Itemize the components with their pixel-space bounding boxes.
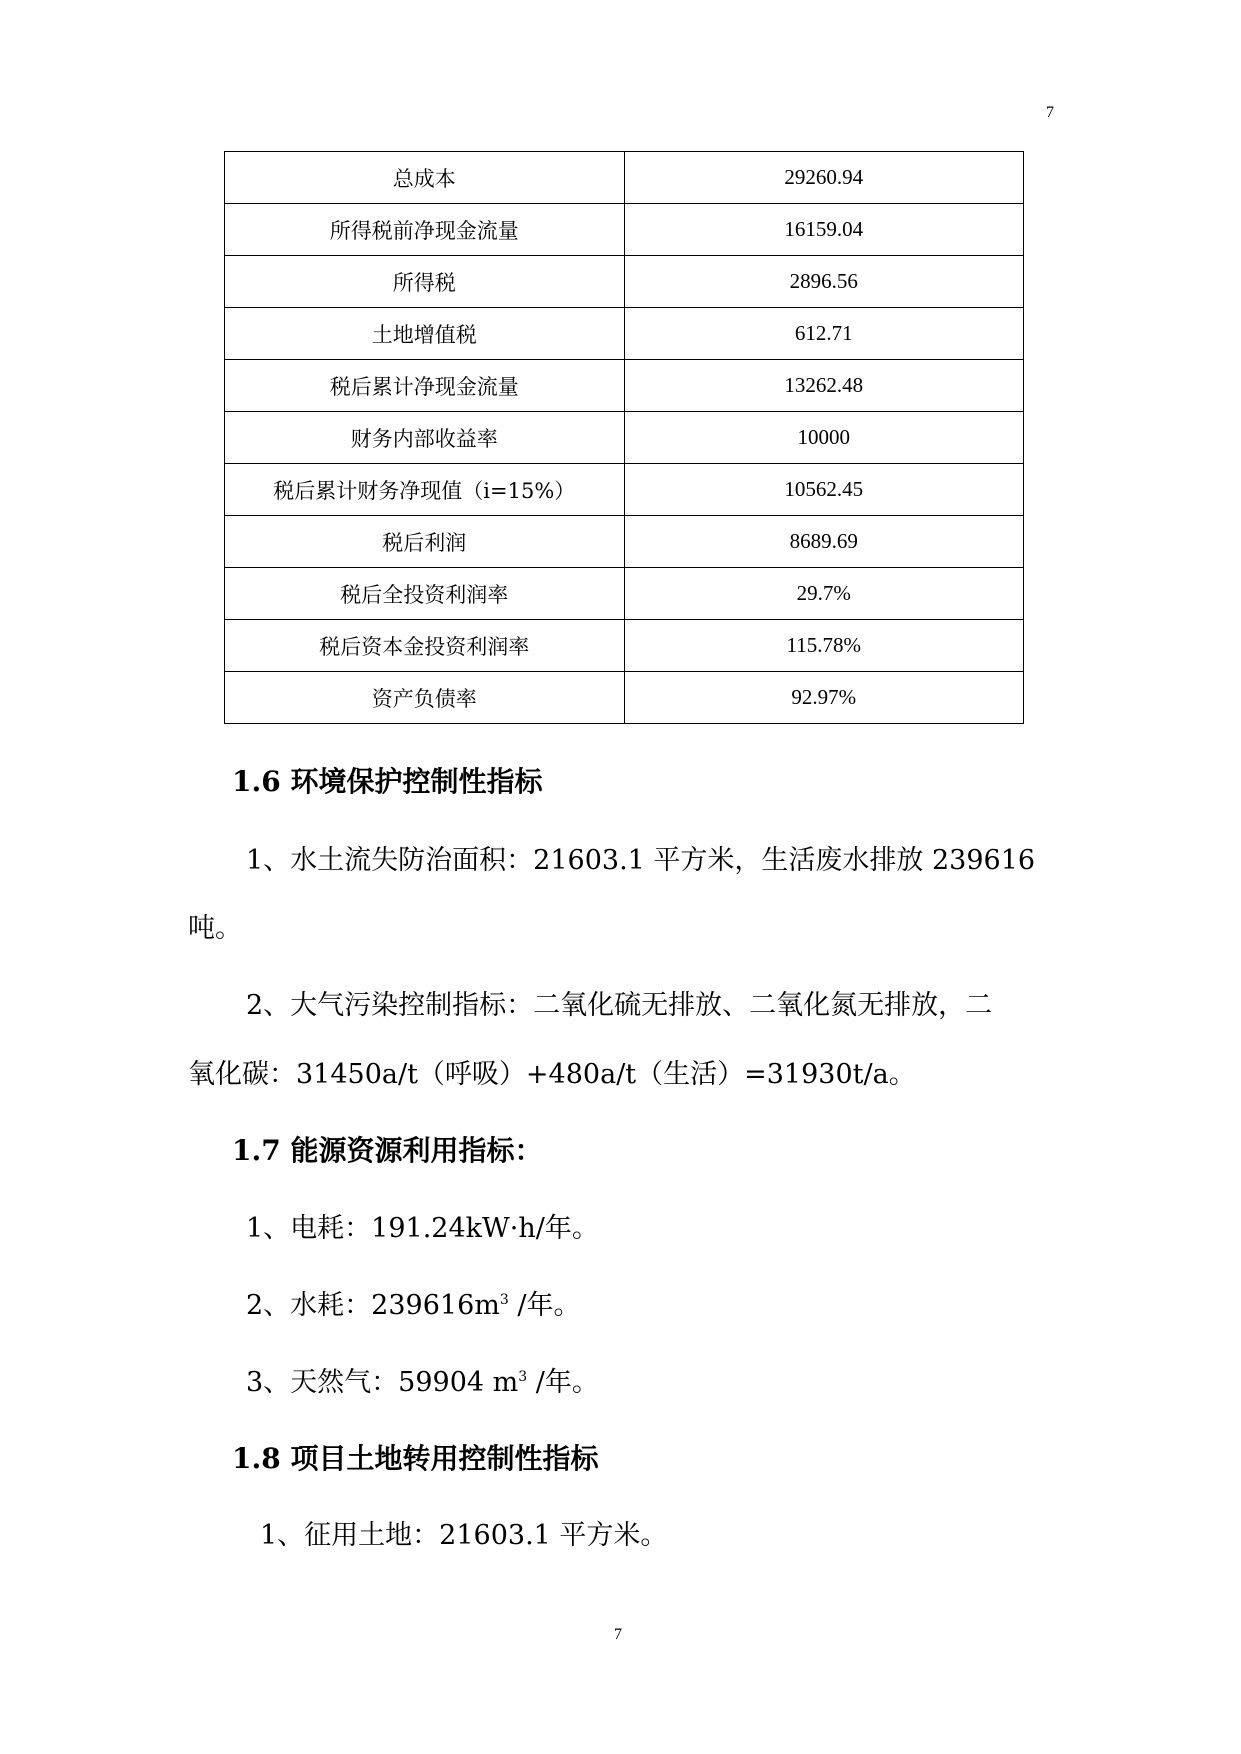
table-row xyxy=(225,308,1024,360)
item3-superscript: 3 xyxy=(518,1369,528,1385)
section-1-7-item2 xyxy=(246,1283,580,1322)
table-cell-value: 13262.48 xyxy=(624,360,1023,412)
item2-superscript: 3 xyxy=(499,1292,509,1308)
table-row xyxy=(225,568,1024,620)
section-1-6-heading: 1.6 环境保护控制性指标 xyxy=(232,765,543,798)
table-row xyxy=(225,204,1024,256)
section-1-6-item2-line2: 氧化碳：31450a/t（呼吸）+480a/t（生活）=31930t/a。 xyxy=(188,1059,916,1090)
table-cell-label: 财务内部收益率 xyxy=(225,412,625,464)
table-cell-label: 税后累计财务净现值（i=15%） xyxy=(225,464,625,516)
table-row xyxy=(225,360,1024,412)
item3-text: 3、天然气：59904 m xyxy=(246,1367,519,1398)
table-row xyxy=(225,672,1024,724)
table-cell-label: 土地增值税 xyxy=(225,308,625,360)
table-cell-label: 税后资本金投资利润率 xyxy=(225,620,625,672)
table-cell-label: 税后全投资利润率 xyxy=(225,568,625,620)
financial-indicators-table xyxy=(224,151,1024,724)
section-1-7-item3 xyxy=(246,1360,599,1399)
table-cell-label: 总成本 xyxy=(225,152,625,204)
section-1-7-heading: 1.7 能源资源利用指标： xyxy=(232,1134,543,1167)
table-cell-value: 16159.04 xyxy=(624,204,1023,256)
table-row xyxy=(225,256,1024,308)
table-cell-value: 10000 xyxy=(624,412,1023,464)
table-cell-value: 29260.94 xyxy=(624,152,1023,204)
item3-unit: /年。 xyxy=(527,1367,599,1398)
section-1-8-heading: 1.8 项目土地转用控制性指标 xyxy=(232,1442,599,1475)
section-1-8-item1: 1、征用土地：21603.1 平方米。 xyxy=(260,1520,668,1551)
table-cell-label: 所得税前净现金流量 xyxy=(225,204,625,256)
table-cell-label: 税后累计净现金流量 xyxy=(225,360,625,412)
table-cell-value: 2896.56 xyxy=(624,256,1023,308)
item2-unit: /年。 xyxy=(508,1290,581,1321)
item2-text: 2、水耗：239616m xyxy=(246,1290,500,1321)
table-row xyxy=(225,620,1024,672)
table-row xyxy=(225,464,1024,516)
section-1-6-item2-line1: 2、大气污染控制指标：二氧化硫无排放、二氧化氮无排放，二 xyxy=(246,990,993,1021)
section-1-6-item1-line2: 吨。 xyxy=(188,913,242,944)
table-cell-label: 税后利润 xyxy=(225,516,625,568)
table-cell-label: 所得税 xyxy=(225,256,625,308)
table-row xyxy=(225,152,1024,204)
table-cell-value: 29.7% xyxy=(624,568,1023,620)
page-number-bottom: 7 xyxy=(614,1626,622,1643)
section-1-6-item1-line1: 1、水土流失防治面积：21603.1 平方米，生活废水排放 239616 xyxy=(246,845,1036,876)
page-number-top: 7 xyxy=(1046,104,1054,121)
table-cell-value: 10562.45 xyxy=(624,464,1023,516)
table-row xyxy=(225,412,1024,464)
table-row xyxy=(225,516,1024,568)
section-1-7-item1: 1、电耗：191.24kW·h/年。 xyxy=(246,1213,599,1244)
table-cell-label: 资产负债率 xyxy=(225,672,625,724)
table-cell-value: 115.78% xyxy=(624,620,1023,672)
table-cell-value: 8689.69 xyxy=(624,516,1023,568)
table-cell-value: 92.97% xyxy=(624,672,1023,724)
table-cell-value: 612.71 xyxy=(624,308,1023,360)
